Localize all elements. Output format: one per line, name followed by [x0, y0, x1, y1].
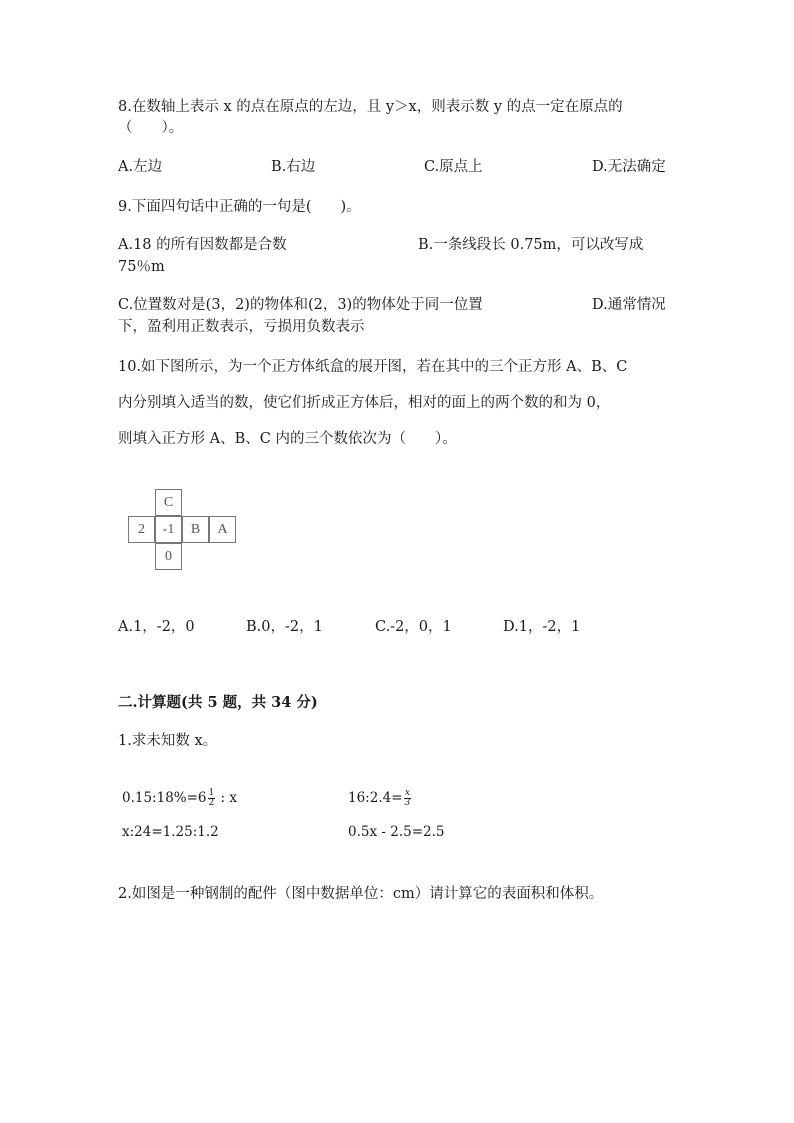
equation-4: 0.5x - 2.5=2.5: [348, 824, 445, 840]
equation-1-denominator: 2: [208, 798, 215, 808]
q8-option-a[interactable]: A.左边: [118, 159, 163, 175]
net-cell-bottom: 0: [155, 543, 182, 570]
q10-stem-line3: 则填入正方形 A、B、C 内的三个数依次为（ ）。: [118, 431, 457, 447]
q10-stem-line1: 10.如下图所示，为一个正方体纸盒的展开图，若在其中的三个正方形 A、B、C: [118, 359, 628, 375]
q9-option-b[interactable]: B.一条线段长 0.75m，可以改写成: [418, 237, 644, 253]
q9-stem: 9.下面四句话中正确的一句是( )。: [118, 199, 361, 215]
equation-2: [348, 786, 412, 810]
equation-1-right: : x: [216, 790, 237, 806]
q10-option-b[interactable]: B.0，-2，1: [246, 619, 323, 635]
net-cell-top: C: [155, 489, 182, 516]
equation-1-numerator: 1: [208, 788, 215, 798]
equation-1: [122, 786, 237, 810]
q9-option-a[interactable]: A.18 的所有因数都是合数: [118, 237, 287, 253]
q10-option-c[interactable]: C.-2，0，1: [375, 619, 452, 635]
q8-option-c[interactable]: C.原点上: [424, 159, 483, 175]
q8-option-b[interactable]: B.右边: [271, 159, 316, 175]
equation-2-denominator: 3: [404, 798, 411, 808]
net-cell-left: 2: [128, 516, 155, 543]
calc-q1-stem: 1.求未知数 x。: [118, 733, 218, 749]
equation-2-numerator: x: [404, 788, 410, 798]
q10-option-d[interactable]: D.1，-2，1: [503, 619, 581, 635]
equation-1-left: 0.15:18%=6: [122, 790, 207, 806]
q9-option-d-cont: 下，盈利用正数表示，亏损用负数表示: [118, 319, 365, 335]
q9-option-d[interactable]: D.通常情况: [592, 297, 666, 313]
net-cell-b: B: [182, 516, 209, 543]
net-cell-a: A: [209, 516, 236, 543]
equation-2-left: 16:2.4=: [348, 790, 403, 806]
q8-stem-line2: （ ）。: [118, 120, 184, 136]
q10-option-a[interactable]: A.1，-2，0: [118, 619, 195, 635]
q8-stem-line1: 8.在数轴上表示 x 的点在原点的左边，且 y＞x，则表示数 y 的点一定在原点的: [118, 99, 623, 115]
calc-q2-stem: 2.如图是一种钢制的配件（图中数据单位：cm）请计算它的表面积和体积。: [118, 886, 604, 902]
section-title: 二.计算题(共 5 题，共 34 分): [118, 694, 318, 711]
q9-option-b-cont: 75％m: [118, 259, 165, 275]
cube-net-figure: [128, 489, 240, 573]
q10-stem-line2: 内分别填入适当的数，使它们折成正方体后，相对的面上的两个数的和为 0，: [118, 395, 611, 411]
net-cell-center: -1: [155, 516, 182, 543]
q8-option-d[interactable]: D.无法确定: [592, 159, 666, 175]
equation-3: x:24=1.25:1.2: [122, 824, 219, 840]
equation-2-fraction: [404, 789, 412, 808]
equation-1-fraction: [208, 789, 216, 808]
q9-option-c[interactable]: C.位置数对是(3，2)的物体和(2，3)的物体处于同一位置: [118, 297, 483, 313]
